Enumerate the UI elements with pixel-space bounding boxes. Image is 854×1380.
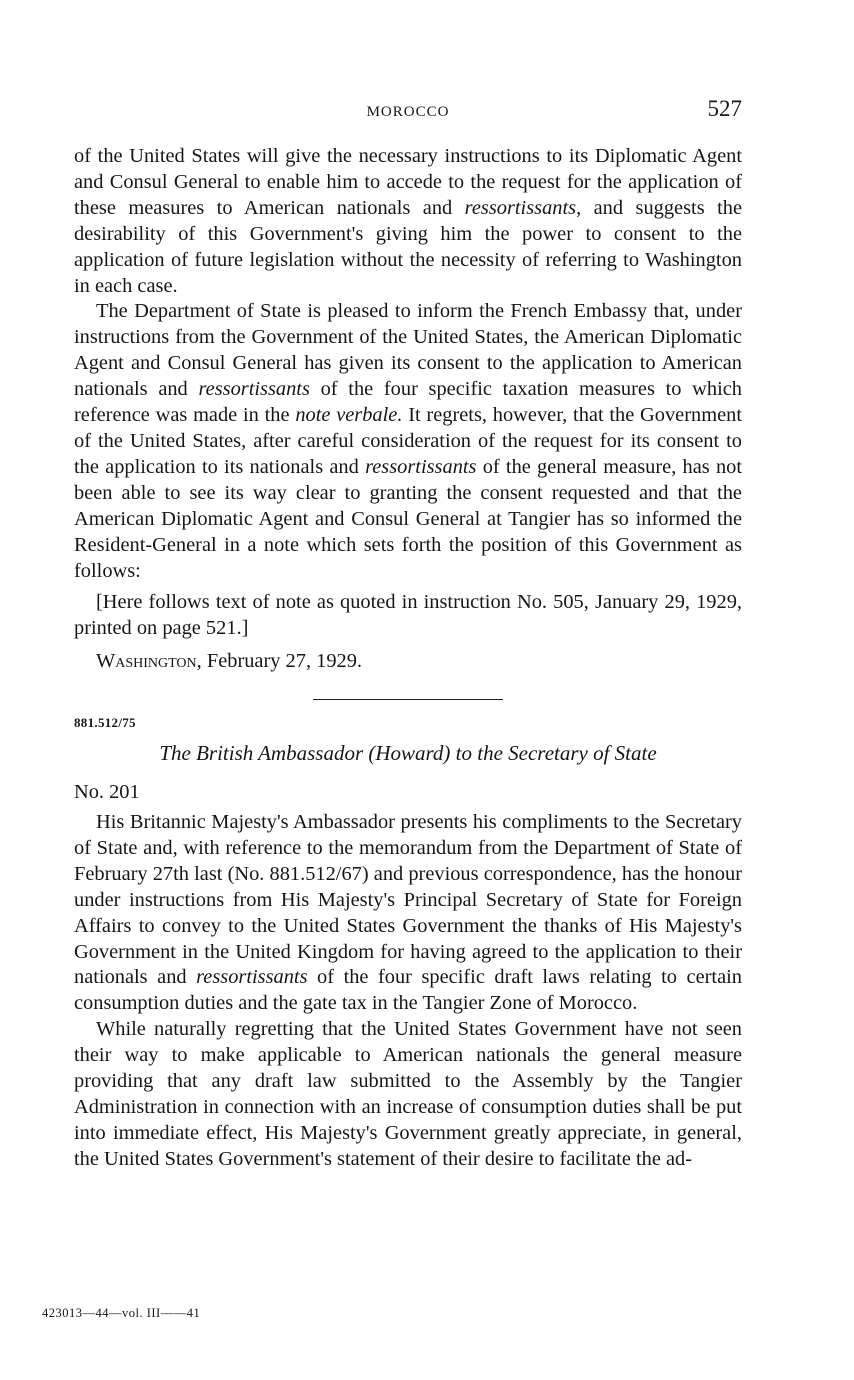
page-header (74, 96, 742, 126)
section-divider (313, 699, 503, 700)
body-text (74, 144, 742, 1173)
document-title: The British Ambassador (Howard) to the Secretary of State (159, 741, 657, 766)
dateline: Washington, February 27, 1929. (96, 650, 363, 673)
print-footer: 423013—44—vol. III——41 (42, 1306, 201, 1320)
paragraph-department-reply: The Department of State is pleased to inform the French Embassy that, under instructions from the Government of the United States, the American Diplomatic Agent and Consul General has given its consent to the application to American nationals and ressortissants of the four specific taxation measures to which reference was made in the note verbale. It regrets, however, that the Government of the United States, after careful consideration of the request for its consent to the application to its nationals and ressortissants of the general measure, has not been able to see its way clear to granting the consent requested and that the American Diplomatic Agent and Consul General at Tangier has so informed the Resident-General in a note which sets forth the position of this Government as follows: (74, 300, 743, 582)
running-title: MOROCCO (366, 104, 450, 120)
page-number: 527 (707, 96, 742, 121)
paragraph-continuation: of the United States will give the necessary instructions to its Diplomatic Agent and Consul General to enable him to accede to the request for the application of these measures to American nationals and ressortissants, and suggests the desirability of this Government's giving him the power to consent to the application of future legislation without the necessity of referring to Washington in each case. (74, 145, 742, 297)
paragraph-regret: While naturally regretting that the United States Government have not seen their way to make applicable to American nationals the general measure providing that any draft law submitted to the Assembly by the Tangier Administration in connection with an increase of consumption duties shall be put into immediate effect, His Majesty's Government greatly appreciate, in general, the United States Government's statement of their desire to facilitate the ad- (74, 1018, 742, 1170)
paragraph-ambassador-note: His Britannic Majesty's Ambassador presents his compliments to the Secretary of State and, with reference to the memorandum from the Department of State of February 27th last (No. 881.512/67) and previous correspondence, has the honour under instructions from His Majesty's Principal Secretary of State for Foreign Affairs to convey to the United States Government the thanks of His Majesty's Government in the United Kingdom for having agreed to the application to their nationals and ressortissants of the four specific draft laws relating to certain consumption duties and the gate tax in the Tangier Zone of Morocco. (74, 811, 742, 1015)
bracketed-editorial-note: [Here follows text of note as quoted in instruction No. 505, January 29, 1929, printed on page 521.] (74, 591, 742, 640)
file-number: 881.512/75 (74, 715, 136, 731)
document-number: No. 201 (74, 781, 140, 804)
